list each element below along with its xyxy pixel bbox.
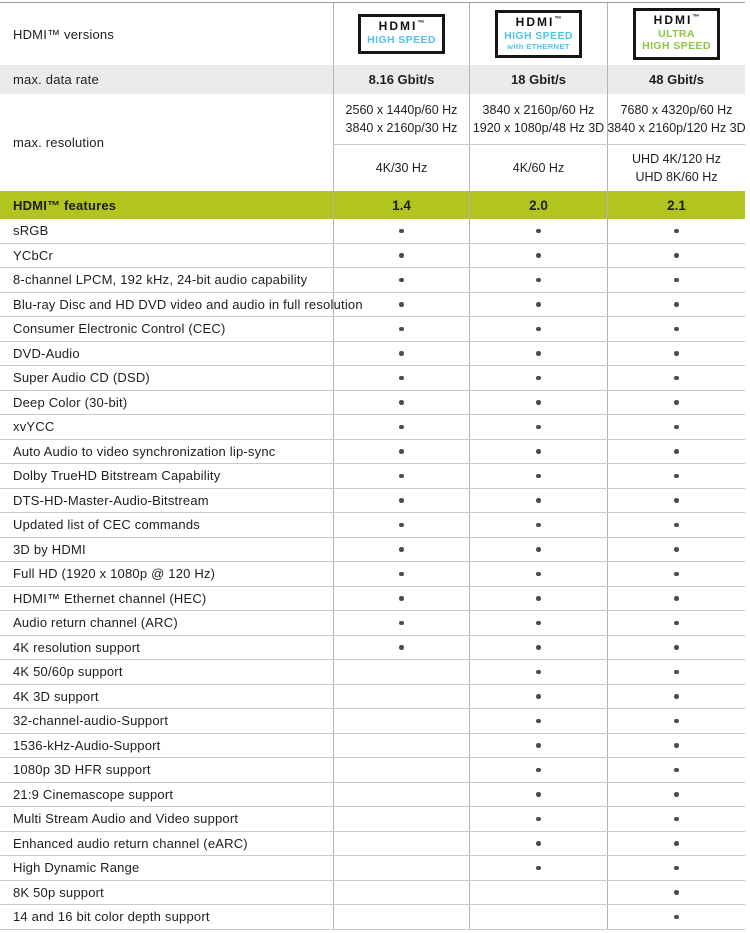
support-dot bbox=[399, 351, 404, 356]
support-dot bbox=[399, 596, 404, 601]
feature-row bbox=[0, 734, 745, 759]
hdmi-logo-text: HDMI bbox=[653, 13, 693, 27]
support-dot-cell bbox=[607, 538, 745, 562]
versions-row-label: HDMI™ versions bbox=[13, 26, 115, 42]
feature-row bbox=[0, 709, 745, 734]
feature-row bbox=[0, 660, 745, 685]
support-dot bbox=[399, 547, 404, 552]
support-dot bbox=[674, 547, 679, 552]
support-dot-cell bbox=[469, 538, 607, 562]
support-dot bbox=[536, 498, 541, 503]
feature-label: Audio return channel (ARC) bbox=[13, 615, 178, 631]
support-dot-cell bbox=[607, 342, 745, 366]
feature-row bbox=[0, 293, 745, 318]
feature-label: 21:9 Cinemascope support bbox=[13, 786, 174, 802]
feature-label: 3D by HDMI bbox=[13, 541, 86, 557]
feature-label: 4K resolution support bbox=[13, 639, 141, 655]
feature-label: Consumer Electronic Control (CEC) bbox=[13, 321, 226, 337]
feature-label: 4K 3D support bbox=[13, 688, 99, 704]
support-dot-cell bbox=[333, 464, 469, 488]
support-dot-cell bbox=[607, 709, 745, 733]
support-dot bbox=[536, 351, 541, 356]
support-dot-cell bbox=[333, 562, 469, 586]
support-dot bbox=[399, 572, 404, 577]
support-dot-cell bbox=[607, 587, 745, 611]
support-dot bbox=[399, 229, 404, 234]
support-dot-cell bbox=[469, 464, 607, 488]
version-number-2-1: 2.1 bbox=[607, 191, 745, 219]
feature-row bbox=[0, 881, 745, 906]
support-dot-cell bbox=[469, 366, 607, 390]
resolution-line: 7680 x 4320p/60 Hz bbox=[620, 102, 733, 117]
support-dot bbox=[536, 302, 541, 307]
support-dot-cell bbox=[469, 219, 607, 243]
feature-row bbox=[0, 611, 745, 636]
feature-label: Enhanced audio return channel (eARC) bbox=[13, 835, 248, 851]
feature-row bbox=[0, 219, 745, 244]
support-dot bbox=[674, 621, 679, 626]
support-dot bbox=[674, 645, 679, 650]
feature-label: xvYCC bbox=[13, 419, 55, 435]
support-dot-cell bbox=[469, 317, 607, 341]
support-dot-cell bbox=[607, 244, 745, 268]
feature-row bbox=[0, 244, 745, 269]
support-dot-cell bbox=[469, 489, 607, 513]
support-dot-cell bbox=[607, 905, 745, 929]
support-dot bbox=[674, 890, 679, 895]
support-dot bbox=[536, 866, 541, 871]
support-dot bbox=[536, 841, 541, 846]
feature-label: 4K 50/60p support bbox=[13, 664, 123, 680]
support-dot bbox=[536, 474, 541, 479]
feature-row bbox=[0, 685, 745, 710]
resolution-line: 4K/60 Hz bbox=[512, 160, 565, 175]
support-dot bbox=[674, 400, 679, 405]
feature-label: Deep Color (30-bit) bbox=[13, 394, 128, 410]
empty-cell bbox=[333, 685, 469, 709]
support-dot bbox=[536, 670, 541, 675]
support-dot bbox=[674, 817, 679, 822]
support-dot bbox=[674, 743, 679, 748]
version-number-2-0: 2.0 bbox=[469, 191, 607, 219]
resolution-values bbox=[333, 94, 745, 191]
support-dot bbox=[674, 474, 679, 479]
feature-label: Auto Audio to video synchronization lip-sync bbox=[13, 443, 276, 459]
support-dot bbox=[674, 670, 679, 675]
features-body bbox=[0, 219, 745, 930]
hdmi-high-speed-badge bbox=[358, 14, 445, 53]
support-dot bbox=[674, 719, 679, 724]
support-dot bbox=[674, 302, 679, 307]
feature-row bbox=[0, 415, 745, 440]
support-dot bbox=[536, 743, 541, 748]
feature-label: Blu-ray Disc and HD DVD video and audio in full resolution bbox=[13, 296, 363, 312]
resolution-row bbox=[0, 94, 745, 191]
hdmi-comparison-table bbox=[0, 2, 745, 930]
resolution-primary-2-0 bbox=[469, 94, 607, 144]
feature-row bbox=[0, 832, 745, 857]
feature-label: Full HD (1920 x 1080p @ 120 Hz) bbox=[13, 566, 216, 582]
badge-speed-label: HIGH SPEED bbox=[642, 40, 711, 53]
feature-row bbox=[0, 317, 745, 342]
resolution-primary-1-4 bbox=[333, 94, 469, 144]
feature-row bbox=[0, 342, 745, 367]
badge-ultra-label: ULTRA bbox=[658, 27, 695, 40]
support-dot bbox=[399, 376, 404, 381]
support-dot-cell bbox=[607, 734, 745, 758]
hdmi-logo-text: HDMI bbox=[515, 14, 555, 29]
resolution-secondary-2-1 bbox=[607, 145, 745, 191]
support-dot bbox=[399, 498, 404, 503]
support-dot bbox=[674, 229, 679, 234]
support-dot-cell bbox=[333, 244, 469, 268]
support-dot bbox=[399, 302, 404, 307]
support-dot-cell bbox=[607, 611, 745, 635]
support-dot-cell bbox=[469, 562, 607, 586]
feature-row bbox=[0, 440, 745, 465]
resolution-primary-subrow bbox=[333, 94, 745, 144]
support-dot-cell bbox=[333, 366, 469, 390]
support-dot-cell bbox=[607, 562, 745, 586]
resolution-line: 1920 x 1080p/48 Hz 3D bbox=[472, 121, 605, 135]
feature-row bbox=[0, 783, 745, 808]
support-dot bbox=[399, 621, 404, 626]
support-dot-cell bbox=[469, 342, 607, 366]
empty-cell bbox=[333, 807, 469, 831]
support-dot bbox=[674, 768, 679, 773]
feature-label: High Dynamic Range bbox=[13, 860, 140, 876]
feature-label: DTS-HD-Master-Audio-Bitstream bbox=[13, 492, 209, 508]
support-dot-cell bbox=[333, 587, 469, 611]
support-dot-cell bbox=[607, 660, 745, 684]
support-dot bbox=[536, 645, 541, 650]
support-dot-cell bbox=[333, 489, 469, 513]
support-dot-cell bbox=[469, 293, 607, 317]
support-dot bbox=[536, 278, 541, 283]
support-dot-cell bbox=[333, 268, 469, 292]
resolution-line: 4K/30 Hz bbox=[375, 160, 428, 175]
resolution-line: UHD 8K/60 Hz bbox=[635, 170, 718, 184]
feature-label: 1536-kHz-Audio-Support bbox=[13, 737, 161, 753]
feature-label: 14 and 16 bit color depth support bbox=[13, 909, 210, 925]
support-dot-cell bbox=[607, 758, 745, 782]
feature-row bbox=[0, 562, 745, 587]
feature-row bbox=[0, 489, 745, 514]
feature-label: sRGB bbox=[13, 223, 49, 239]
support-dot-cell bbox=[469, 415, 607, 439]
support-dot bbox=[674, 253, 679, 258]
support-dot bbox=[674, 572, 679, 577]
support-dot-cell bbox=[607, 783, 745, 807]
feature-row bbox=[0, 758, 745, 783]
hdmi-logo-text: HDMI bbox=[378, 19, 418, 34]
support-dot bbox=[536, 719, 541, 724]
support-dot bbox=[536, 817, 541, 822]
empty-cell bbox=[333, 709, 469, 733]
support-dot-cell bbox=[607, 489, 745, 513]
hdmi-logo bbox=[504, 16, 573, 30]
feature-label: Multi Stream Audio and Video support bbox=[13, 811, 239, 827]
support-dot-cell bbox=[469, 832, 607, 856]
support-dot-cell bbox=[607, 832, 745, 856]
support-dot-cell bbox=[469, 709, 607, 733]
data-rate-value-2-0: 18 Gbit/s bbox=[469, 65, 607, 94]
support-dot-cell bbox=[333, 415, 469, 439]
version-number-1-4: 1.4 bbox=[333, 191, 469, 219]
badge-cell-hdmi-1-4 bbox=[333, 3, 469, 65]
support-dot bbox=[674, 351, 679, 356]
support-dot bbox=[399, 474, 404, 479]
support-dot-cell bbox=[333, 440, 469, 464]
trademark-mark: ™ bbox=[554, 15, 562, 23]
support-dot bbox=[536, 253, 541, 258]
features-header-label: HDMI™ features bbox=[13, 197, 117, 213]
support-dot-cell bbox=[469, 268, 607, 292]
empty-cell bbox=[333, 734, 469, 758]
support-dot bbox=[674, 327, 679, 332]
resolution-primary-2-1 bbox=[607, 94, 745, 144]
support-dot bbox=[536, 425, 541, 430]
empty-cell bbox=[333, 783, 469, 807]
support-dot-cell bbox=[469, 587, 607, 611]
support-dot-cell bbox=[607, 293, 745, 317]
empty-cell bbox=[333, 832, 469, 856]
support-dot-cell bbox=[469, 660, 607, 684]
feature-row bbox=[0, 366, 745, 391]
support-dot bbox=[536, 572, 541, 577]
support-dot-cell bbox=[333, 636, 469, 660]
support-dot bbox=[536, 400, 541, 405]
support-dot bbox=[536, 547, 541, 552]
support-dot-cell bbox=[607, 391, 745, 415]
feature-row bbox=[0, 538, 745, 563]
empty-cell bbox=[469, 905, 607, 929]
support-dot-cell bbox=[469, 734, 607, 758]
support-dot-cell bbox=[607, 881, 745, 905]
support-dot-cell bbox=[469, 758, 607, 782]
support-dot bbox=[399, 400, 404, 405]
hdmi-logo bbox=[642, 14, 711, 28]
support-dot-cell bbox=[607, 636, 745, 660]
resolution-secondary-1-4 bbox=[333, 145, 469, 191]
support-dot-cell bbox=[333, 342, 469, 366]
empty-cell bbox=[333, 905, 469, 929]
support-dot bbox=[399, 278, 404, 283]
hdmi-ultra-high-speed-badge bbox=[633, 8, 720, 60]
empty-cell bbox=[333, 660, 469, 684]
support-dot-cell bbox=[333, 513, 469, 537]
support-dot-cell bbox=[333, 538, 469, 562]
trademark-mark: ™ bbox=[417, 20, 425, 28]
support-dot-cell bbox=[469, 685, 607, 709]
support-dot-cell bbox=[607, 513, 745, 537]
support-dot bbox=[536, 523, 541, 528]
feature-row bbox=[0, 513, 745, 538]
support-dot bbox=[674, 841, 679, 846]
feature-label: Dolby TrueHD Bitstream Capability bbox=[13, 468, 221, 484]
feature-row bbox=[0, 807, 745, 832]
hdmi-logo bbox=[367, 20, 436, 34]
support-dot bbox=[399, 425, 404, 430]
support-dot bbox=[536, 376, 541, 381]
support-dot-cell bbox=[469, 636, 607, 660]
support-dot-cell bbox=[469, 391, 607, 415]
feature-row bbox=[0, 587, 745, 612]
badge-speed-label: HIGH SPEED bbox=[367, 34, 436, 47]
feature-label: 1080p 3D HFR support bbox=[13, 762, 151, 778]
support-dot bbox=[674, 278, 679, 283]
support-dot bbox=[536, 596, 541, 601]
support-dot bbox=[536, 449, 541, 454]
support-dot-cell bbox=[607, 464, 745, 488]
resolution-line: 2560 x 1440p/60 Hz bbox=[345, 102, 458, 117]
support-dot bbox=[674, 915, 679, 920]
feature-label: 32-channel-audio-Support bbox=[13, 713, 169, 729]
empty-cell bbox=[333, 758, 469, 782]
resolution-secondary-2-0 bbox=[469, 145, 607, 191]
support-dot-cell bbox=[469, 856, 607, 880]
feature-row bbox=[0, 391, 745, 416]
feature-label: Super Audio CD (DSD) bbox=[13, 370, 150, 386]
feature-row bbox=[0, 856, 745, 881]
support-dot bbox=[674, 498, 679, 503]
badge-speed-label: HIGH SPEED bbox=[504, 29, 573, 42]
feature-label: YCbCr bbox=[13, 247, 54, 263]
badge-cell-hdmi-2-1 bbox=[607, 3, 745, 65]
support-dot bbox=[674, 449, 679, 454]
support-dot-cell bbox=[607, 440, 745, 464]
support-dot bbox=[674, 596, 679, 601]
feature-label: 8K 50p support bbox=[13, 884, 104, 900]
resolution-line: UHD 4K/120 Hz bbox=[632, 151, 721, 166]
resolution-secondary-subrow bbox=[333, 144, 745, 191]
support-dot-cell bbox=[333, 293, 469, 317]
hdmi-high-speed-ethernet-badge bbox=[495, 10, 582, 58]
features-header-row bbox=[0, 191, 745, 219]
feature-row bbox=[0, 636, 745, 661]
trademark-mark: ™ bbox=[692, 14, 700, 21]
support-dot-cell bbox=[607, 685, 745, 709]
support-dot bbox=[399, 449, 404, 454]
feature-row bbox=[0, 464, 745, 489]
feature-row bbox=[0, 268, 745, 293]
support-dot-cell bbox=[333, 219, 469, 243]
support-dot bbox=[536, 229, 541, 234]
feature-label: 8-channel LPCM, 192 kHz, 24-bit audio capability bbox=[13, 272, 308, 288]
feature-row bbox=[0, 905, 745, 930]
resolution-line: 3840 x 2160p/60 Hz bbox=[482, 102, 595, 117]
feature-label: DVD-Audio bbox=[13, 345, 80, 361]
support-dot-cell bbox=[607, 856, 745, 880]
empty-cell bbox=[333, 881, 469, 905]
support-dot-cell bbox=[469, 783, 607, 807]
feature-label: Updated list of CEC commands bbox=[13, 517, 200, 533]
support-dot bbox=[399, 645, 404, 650]
support-dot-cell bbox=[469, 513, 607, 537]
support-dot bbox=[674, 866, 679, 871]
empty-cell bbox=[469, 881, 607, 905]
resolution-label: max. resolution bbox=[13, 135, 105, 150]
support-dot bbox=[536, 621, 541, 626]
support-dot bbox=[536, 694, 541, 699]
feature-label: HDMI™ Ethernet channel (HEC) bbox=[13, 590, 207, 606]
support-dot-cell bbox=[333, 391, 469, 415]
support-dot bbox=[536, 327, 541, 332]
support-dot-cell bbox=[333, 611, 469, 635]
support-dot-cell bbox=[333, 317, 469, 341]
resolution-line: 3840 x 2160p/120 Hz 3D bbox=[607, 121, 746, 135]
support-dot bbox=[674, 376, 679, 381]
data-rate-value-1-4: 8.16 Gbit/s bbox=[333, 65, 469, 94]
support-dot-cell bbox=[607, 268, 745, 292]
resolution-line: 3840 x 2160p/30 Hz bbox=[345, 121, 458, 135]
support-dot bbox=[399, 253, 404, 258]
support-dot-cell bbox=[469, 807, 607, 831]
support-dot bbox=[674, 425, 679, 430]
support-dot bbox=[536, 792, 541, 797]
support-dot-cell bbox=[469, 611, 607, 635]
badge-cell-hdmi-2-0 bbox=[469, 3, 607, 65]
support-dot bbox=[674, 792, 679, 797]
support-dot-cell bbox=[607, 807, 745, 831]
empty-cell bbox=[333, 856, 469, 880]
support-dot-cell bbox=[469, 440, 607, 464]
support-dot bbox=[536, 768, 541, 773]
data-rate-value-2-1: 48 Gbit/s bbox=[607, 65, 745, 94]
versions-row bbox=[0, 3, 745, 65]
support-dot bbox=[399, 523, 404, 528]
support-dot-cell bbox=[469, 244, 607, 268]
badge-ethernet-label: with ETHERNET bbox=[507, 42, 570, 52]
support-dot bbox=[674, 694, 679, 699]
support-dot-cell bbox=[607, 415, 745, 439]
support-dot bbox=[674, 523, 679, 528]
support-dot bbox=[399, 327, 404, 332]
data-rate-label: max. data rate bbox=[13, 72, 99, 87]
data-rate-row bbox=[0, 65, 745, 94]
support-dot-cell bbox=[607, 317, 745, 341]
support-dot-cell bbox=[607, 366, 745, 390]
support-dot-cell bbox=[607, 219, 745, 243]
